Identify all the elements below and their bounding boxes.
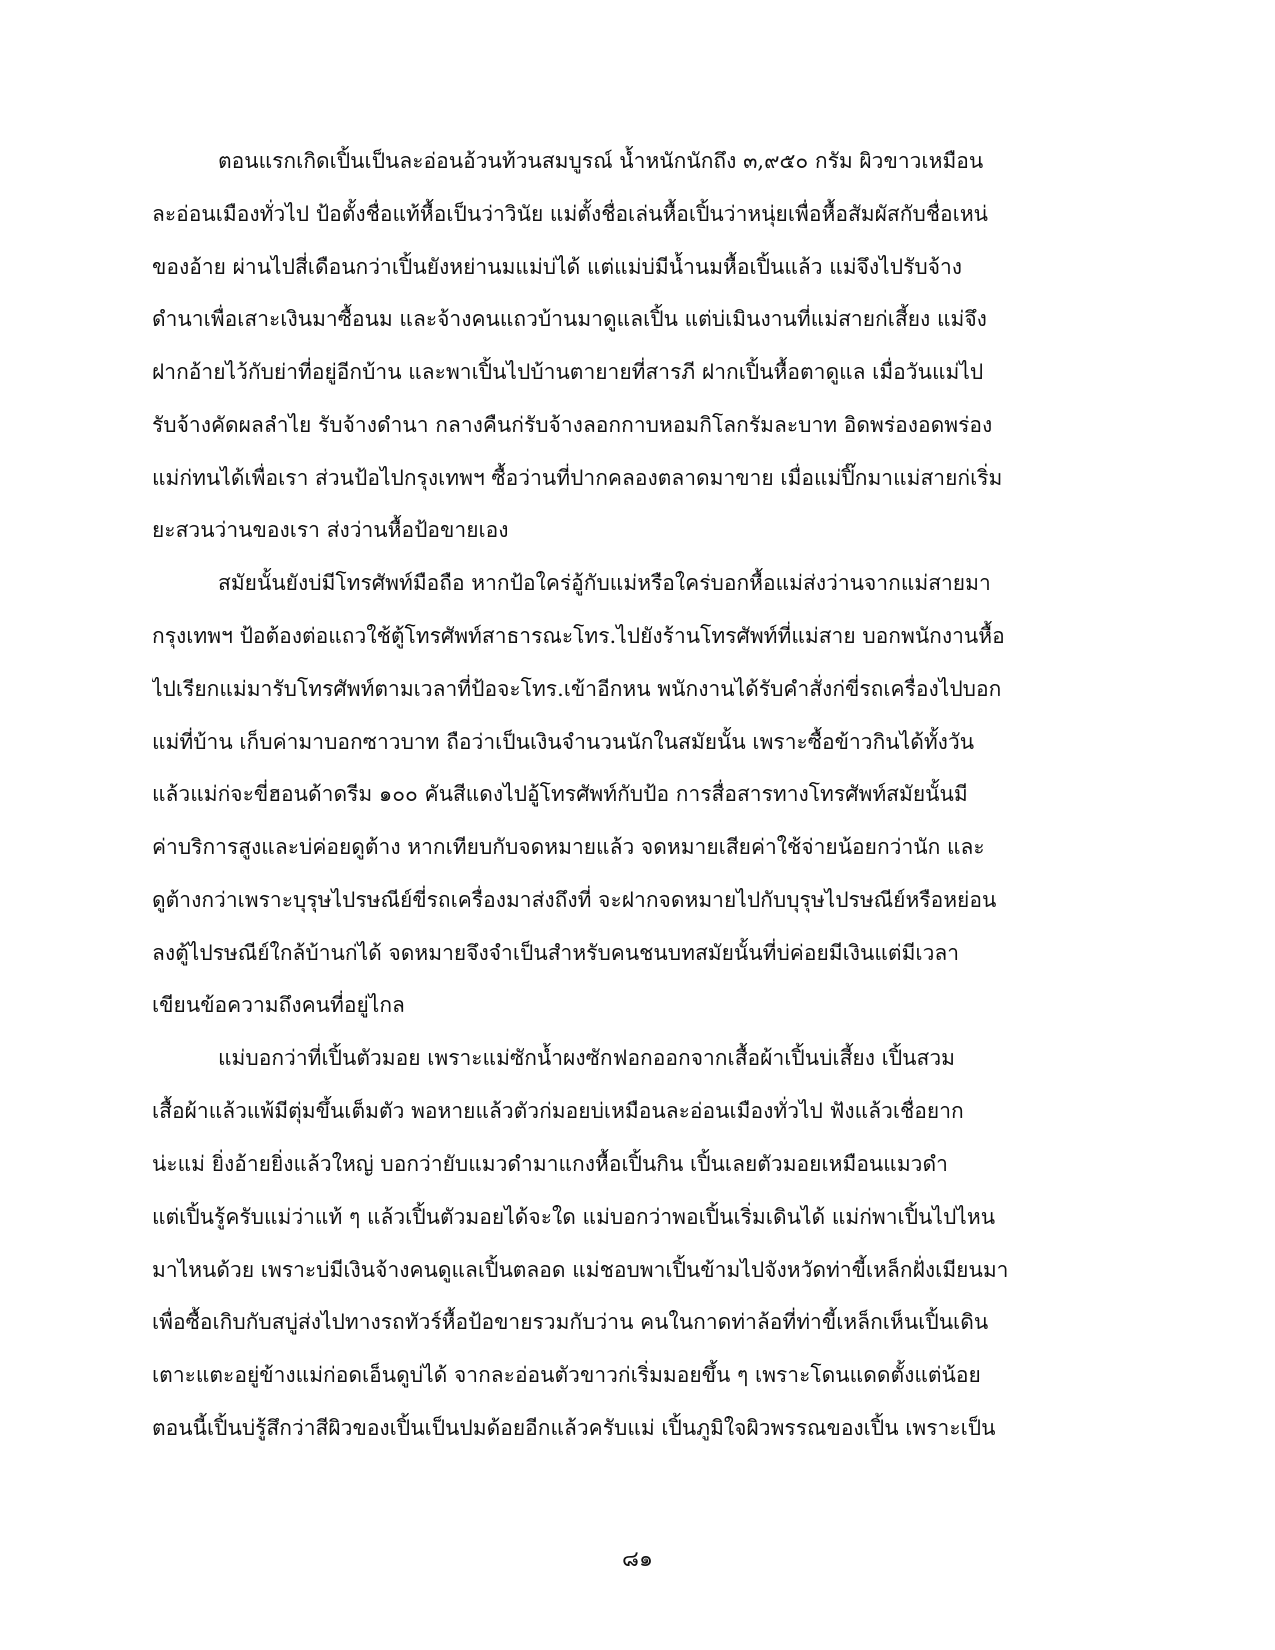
paragraph-line: ตอนแรกเกิดเปิ้นเป็นละอ่อนอ้วนท้วนสมบูรณ์ น้ำหนักนักถึง ๓,๙๕๐ กรัม ผิวขาวเหมือน — [218, 149, 984, 173]
paragraph-line: ลงตู้ไปรษณีย์ใกล้บ้านก่ได้ จดหมายจึงจำเป็นสำหรับคนชนบทสมัยนั้นที่บ่ค่อยมีเงินแต่มีเวลา — [152, 941, 960, 965]
paragraph-line: แม่ที่บ้าน เก็บค่ามาบอกซาวบาท ถือว่าเป็นเงินจำนวนนักในสมัยนั้น เพราะซื้อข้าวกินได้ทั้งวัน — [152, 730, 975, 754]
paragraph-line: กรุงเทพฯ ป้อต้องต่อแถวใช้ตู้โทรศัพท์สาธารณะโทร.ไปยังร้านโทรศัพท์ที่แม่สาย บอกพนักงานหื้อ — [152, 624, 1005, 648]
paragraph-line: แม่บอกว่าที่เปิ้นตัวมอย เพราะแม่ซักน้ำผงซักฟอกออกจากเสื้อผ้าเปิ้นบ่เสี้ยง เปิ้นสวม — [218, 1046, 955, 1070]
paragraph-line: แต่เปิ้นรู้ครับแม่ว่าแท้ ๆ แล้วเปิ้นตัวมอยได้จะใด แม่บอกว่าพอเปิ้นเริ่มเดินได้ แม่ก่พาเปิ้นไปไหน — [152, 1205, 996, 1229]
paragraph-line: เสื้อผ้าแล้วแพ้มีตุ่มขึ้นเต็มตัว พอหายแล้วตัวก่มอยบ่เหมือนละอ่อนเมืองทั่วไป ฟังแล้วเชื่อยาก — [152, 1099, 964, 1123]
paragraph-line: เขียนข้อความถึงคนที่อยู่ไกล — [152, 993, 405, 1017]
paragraph-line: รับจ้างคัดผลลำไย รับจ้างดำนา กลางคืนก่รับจ้างลอกกาบหอมกิโลกรัมละบาท อิดพร่องอดพร่อง — [152, 413, 993, 437]
paragraph-line: แล้วแม่ก่จะขี่ฮอนด้าดรีม ๑๐๐ คันสีแดงไปอู้โทรศัพท์กับป้อ การสื่อสารทางโทรศัพท์สมัยนั้นมี — [152, 782, 968, 806]
paragraph-line: เตาะแตะอยู่ข้างแม่ก่อดเอ็นดูบ่ได้ จากละอ่อนตัวขาวก่เริ่มมอยขึ้น ๆ เพราะโดนแดดตั้งแต่น้อย — [152, 1363, 981, 1387]
paragraph-line: แม่ก่ทนได้เพื่อเรา ส่วนป้อไปกรุงเทพฯ ซื้อว่านที่ปากคลองตลาดมาขาย เมื่อแม่ปิ๊กมาแม่สายก่เริ่ม — [152, 466, 1003, 490]
paragraph-line: มาไหนด้วย เพราะบ่มีเงินจ้างคนดูแลเปิ้นตลอด แม่ชอบพาเปิ้นข้ามไปจังหวัดท่าขี้เหล็กฝั่งเมียนมา — [152, 1258, 1009, 1282]
paragraph-line: เพื่อซื้อเกิบกับสบู่ส่งไปทางรถทัวร์หื้อป้อขายรวมกับว่าน คนในกาดท่าล้อที่ท่าขี้เหล็กเห็นเปิ้นเดิน — [152, 1310, 989, 1334]
paragraph-line: น่ะแม่ ยิ่งอ้ายยิ่งแล้วใหญ่ บอกว่ายับแมวดำมาแกงหื้อเปิ้นกิน เปิ้นเลยตัวมอยเหมือนแมวดำ — [152, 1152, 948, 1176]
paragraph-line: ตอนนี้เปิ้นบ่รู้สึกว่าสีผิวของเปิ้นเป็นปมด้อยอีกแล้วครับแม่ เปิ้นภูมิใจผิวพรรณของเปิ้น เพราะเป็น — [152, 1416, 996, 1440]
page-number: ๘๑ — [622, 1547, 653, 1572]
paragraph-line: ค่าบริการสูงและบ่ค่อยดูต้าง หากเทียบกับจดหมายแล้ว จดหมายเสียค่าใช้จ่ายน้อยกว่านัก และ — [152, 835, 985, 859]
paragraph-line: ดำนาเพื่อเสาะเงินมาซื้อนม และจ้างคนแถวบ้านมาดูแลเปิ้น แต่บ่เมินงานที่แม่สายก่เสี้ยง แม่จึง — [152, 307, 987, 331]
paragraph-line: ฝากอ้ายไว้กับย่าที่อยู่อีกบ้าน และพาเปิ้นไปบ้านตายายที่สารภี ฝากเปิ้นหื้อตาดูแล เมื่อวันแม่ไป — [152, 360, 984, 384]
paragraph-line: ดูต้างกว่าเพราะบุรุษไปรษณีย์ขี่รถเครื่องมาส่งถึงที่ จะฝากจดหมายไปกับบุรุษไปรษณีย์หรือหย่อน — [152, 888, 997, 912]
paragraph-line: ละอ่อนเมืองทั่วไป ป้อตั้งชื่อแท้หื้อเป็นว่าวินัย แม่ตั้งชื่อเล่นหื้อเปิ้นว่าหนุ่ยเพื่อหื้อสัมผัสกับชื่อเหน่ — [152, 202, 989, 226]
paragraph-line: ของอ้าย ผ่านไปสี่เดือนกว่าเปิ้นยังหย่านมแม่บ่ได้ แต่แม่บ่มีน้ำนมหื้อเปิ้นแล้ว แม่จึงไปรับจ้าง — [152, 255, 963, 279]
paragraph-line: สมัยนั้นยังบ่มีโทรศัพท์มือถือ หากป้อใคร่อู้กับแม่หรือใคร่บอกหื้อแม่ส่งว่านจากแม่สายมา — [218, 571, 991, 595]
paragraph-line: ไปเรียกแม่มารับโทรศัพท์ตามเวลาที่ป้อจะโทร.เข้าอีกหน พนักงานได้รับคำสั่งก่ขี่รถเครื่องไปบอก — [152, 677, 1002, 701]
paragraph-line: ยะสวนว่านของเรา ส่งว่านหื้อป้อขายเอง — [152, 518, 509, 542]
